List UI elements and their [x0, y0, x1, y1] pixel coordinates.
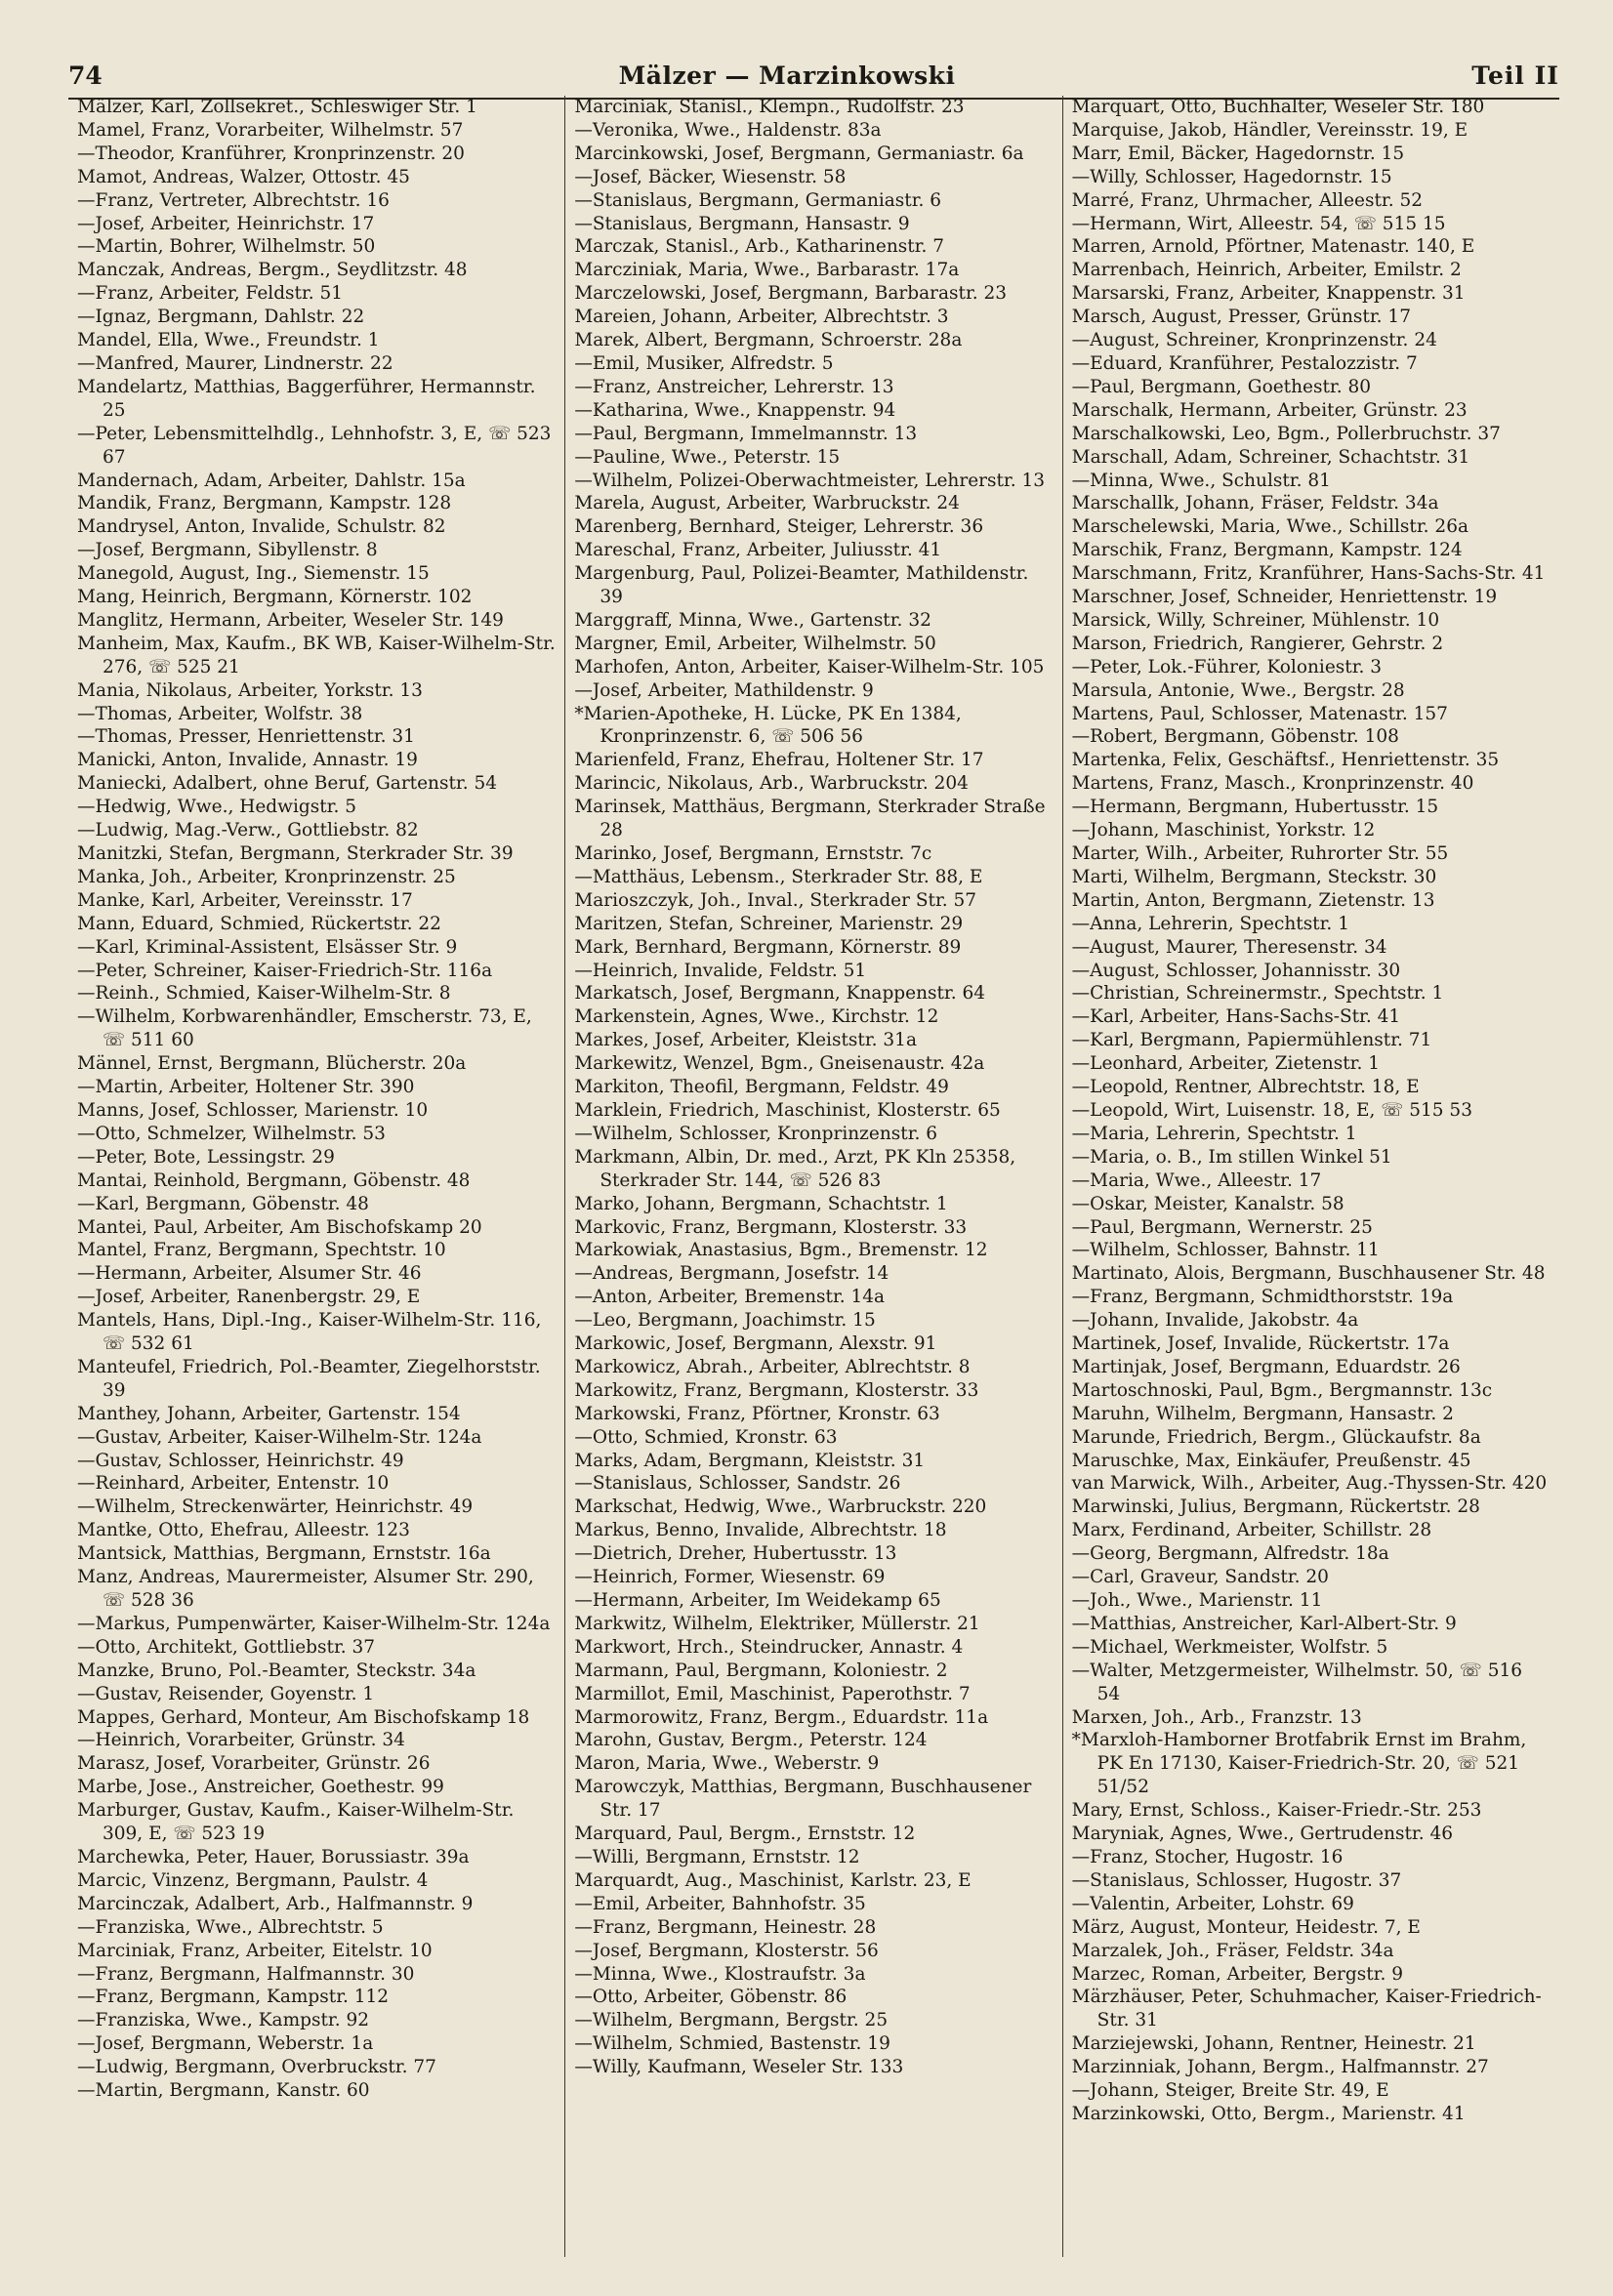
directory-entry: —Karl, Arbeiter, Hans-Sachs-Str. 41: [1071, 1006, 1401, 1028]
directory-entry: Manglitz, Hermann, Arbeiter, Weseler Str. 149: [77, 609, 504, 631]
directory-entry: Martenka, Felix, Geschäftsf., Henriettenstr. 35: [1071, 750, 1500, 771]
directory-entry: —Peter, Bote, Lessingstr. 29: [77, 1146, 335, 1168]
directory-entry: Marbe, Jose., Anstreicher, Goethestr. 99: [77, 1777, 444, 1798]
directory-entry: —Ludwig, Mag.-Verw., Gottliebstr. 82: [77, 820, 419, 841]
directory-entry: —Wilhelm, Korbwarenhändler, Emscherstr. 73, E, ☏ 511 60: [77, 1006, 532, 1051]
directory-entry: —Franziska, Wwe., Albrechtstr. 5: [77, 1916, 384, 1938]
directory-entry: Marioszczyk, Joh., Inval., Sterkrader Str. 57: [574, 889, 977, 911]
directory-entry: —Leo, Bergmann, Joachimstr. 15: [574, 1310, 876, 1332]
directory-entry: Marré, Franz, Uhrmacher, Alleestr. 52: [1071, 189, 1424, 211]
directory-entry: —Josef, Arbeiter, Heinrichstr. 17: [77, 213, 375, 234]
directory-entry: Marquardt, Aug., Maschinist, Karlstr. 23, E: [574, 1869, 972, 1891]
directory-entry: Marzalek, Joh., Fräser, Feldstr. 34a: [1071, 1940, 1394, 1961]
directory-entry: Martinjak, Josef, Bergmann, Eduardstr. 26: [1071, 1356, 1461, 1377]
directory-entry: —Emil, Arbeiter, Bahnhofstr. 35: [574, 1893, 866, 1914]
directory-entry: —Anton, Arbeiter, Bremenstr. 14a: [574, 1287, 886, 1308]
directory-entry: —Wilhelm, Schlosser, Kronprinzenstr. 6: [574, 1123, 938, 1144]
directory-entry: Marmillot, Emil, Maschinist, Paperothstr. 7: [574, 1683, 971, 1704]
directory-entry: Marrenbach, Heinrich, Arbeiter, Emilstr. 2: [1071, 260, 1462, 281]
directory-entry: —Eduard, Kranführer, Pestalozzistr. 7: [1071, 352, 1418, 374]
directory-entry: Marinsek, Matthäus, Bergmann, Sterkrader Straße 28: [574, 797, 1046, 841]
directory-entry: —Franz, Bergmann, Kampstr. 112: [77, 1987, 390, 2008]
directory-entry: Marinko, Josef, Bergmann, Ernststr. 7c: [574, 843, 932, 864]
directory-entry: Markewitz, Wenzel, Bgm., Gneisenaustr. 42a: [574, 1053, 985, 1075]
directory-entry: —Joh., Wwe., Marienstr. 11: [1071, 1590, 1323, 1611]
directory-entry: —Otto, Architekt, Gottliebstr. 37: [77, 1636, 376, 1658]
directory-entry: —Peter, Lok.-Führer, Koloniestr. 3: [1071, 656, 1383, 677]
page-number: 74: [68, 61, 103, 90]
directory-entry: Marter, Wilh., Arbeiter, Ruhrorter Str. 55: [1071, 843, 1449, 864]
directory-entry: —Reinh., Schmied, Kaiser-Wilhelm-Str. 8: [77, 983, 451, 1004]
directory-entry: —Minna, Wwe., Klostraufstr. 3a: [574, 1963, 866, 1985]
directory-entry: Marmorowitz, Franz, Bergm., Eduardstr. 11a: [574, 1706, 989, 1728]
directory-entry: Manke, Karl, Arbeiter, Vereinsstr. 17: [77, 889, 413, 911]
directory-entry: Marwinski, Julius, Bergmann, Rückertstr. 28: [1071, 1496, 1480, 1518]
directory-entry: Manka, Joh., Arbeiter, Kronprinzenstr. 25: [77, 866, 456, 887]
directory-entry: Marschelewski, Maria, Wwe., Schillstr. 26a: [1071, 516, 1469, 538]
running-title: Mälzer — Marzinkowski: [618, 61, 956, 90]
directory-entry: Marsula, Antonie, Wwe., Bergstr. 28: [1071, 679, 1405, 701]
directory-entry: Marschner, Josef, Schneider, Henriettenstr. 19: [1071, 587, 1498, 608]
directory-entry: Markowitz, Franz, Bergmann, Klosterstr. 33: [574, 1379, 979, 1401]
directory-entry: Marcziniak, Maria, Wwe., Barbarastr. 17a: [574, 260, 960, 281]
directory-entry: —Christian, Schreinermstr., Spechtstr. 1: [1071, 983, 1444, 1004]
directory-entry: Markowicz, Abrah., Arbeiter, Ablrechtstr. 8: [574, 1356, 971, 1377]
directory-entry: Mantai, Reinhold, Bergmann, Göbenstr. 48: [77, 1169, 471, 1191]
directory-entry: —Josef, Arbeiter, Mathildenstr. 9: [574, 679, 874, 701]
directory-entry: Manns, Josef, Schlosser, Marienstr. 10: [77, 1099, 429, 1121]
directory-entry: Mandelartz, Matthias, Baggerführer, Hermannstr. 25: [77, 376, 536, 421]
directory-entry: Markenstein, Agnes, Wwe., Kirchstr. 12: [574, 1006, 939, 1028]
directory-entry: Mamel, Franz, Vorarbeiter, Wilhelmstr. 57: [77, 119, 464, 141]
directory-entry: *Marien-Apotheke, H. Lücke, PK En 1384, Kronprinzenstr. 6, ☏ 506 56: [574, 703, 962, 748]
directory-entry: —Robert, Bergmann, Göbenstr. 108: [1071, 726, 1399, 748]
directory-entry: Marson, Friedrich, Rangierer, Gehrstr. 2: [1071, 633, 1444, 654]
directory-entry: —Franz, Bergmann, Heinestr. 28: [574, 1916, 877, 1938]
directory-entry: Mandernach, Adam, Arbeiter, Dahlstr. 15a: [77, 470, 466, 491]
directory-entry: Manczak, Andreas, Bergm., Seydlitzstr. 48: [77, 260, 468, 281]
directory-entry: —Franz, Bergmann, Halfmannstr. 30: [77, 1963, 415, 1985]
directory-entry: —Franz, Bergmann, Schmidthorststr. 19a: [1071, 1287, 1454, 1308]
directory-entry: —Theodor, Kranführer, Kronprinzenstr. 20: [77, 143, 465, 164]
directory-entry: —Franz, Vertreter, Albrechtstr. 16: [77, 189, 390, 211]
directory-entry: Marciniak, Franz, Arbeiter, Eitelstr. 10: [77, 1940, 433, 1961]
directory-entry: Marciniak, Stanisl., Klempn., Rudolfstr. 23: [574, 97, 965, 117]
directory-entry: —Hermann, Bergmann, Hubertusstr. 15: [1071, 797, 1439, 818]
directory-entry: Markus, Benno, Invalide, Albrechtstr. 18: [574, 1520, 947, 1541]
directory-entry: Marx, Ferdinand, Arbeiter, Schillstr. 28: [1071, 1520, 1432, 1541]
directory-entry: —Paul, Bergmann, Wernerstr. 25: [1071, 1216, 1373, 1238]
directory-entry: Marsick, Willy, Schreiner, Mühlenstr. 10: [1071, 609, 1440, 631]
directory-entry: —Otto, Schmelzer, Wilhelmstr. 53: [77, 1123, 386, 1144]
directory-entry: Mantels, Hans, Dipl.-Ing., Kaiser-Wilhelm-Str. 116, ☏ 532 61: [77, 1310, 542, 1355]
directory-entry: Mantei, Paul, Arbeiter, Am Bischofskamp 20: [77, 1216, 482, 1238]
directory-entry: —Heinrich, Former, Wiesenstr. 69: [574, 1567, 886, 1588]
directory-entry: Mandel, Ella, Wwe., Freundstr. 1: [77, 330, 380, 351]
directory-entry: —Otto, Arbeiter, Göbenstr. 86: [574, 1987, 848, 2008]
directory-entry: —Willy, Schlosser, Hagedornstr. 15: [1071, 166, 1392, 187]
directory-entry: Maryniak, Agnes, Wwe., Gertrudenstr. 46: [1071, 1824, 1454, 1845]
directory-entry: Mareien, Johann, Arbeiter, Albrechtstr. 3: [574, 307, 949, 328]
directory-entry: Mary, Ernst, Schloss., Kaiser-Friedr.-Str. 253: [1071, 1800, 1482, 1822]
directory-entry: Marschalkowski, Leo, Bgm., Pollerbruchstr. 37: [1071, 423, 1501, 444]
directory-entry: —Josef, Bergmann, Sibyllenstr. 8: [77, 540, 378, 561]
directory-entry: —Karl, Kriminal-Assistent, Elsässer Str. 9: [77, 936, 458, 958]
directory-entry: Marschall, Adam, Schreiner, Schachtstr. 31: [1071, 446, 1470, 468]
directory-entry: —Ludwig, Bergmann, Overbruckstr. 77: [77, 2057, 436, 2078]
directory-entry: —Maria, Wwe., Alleestr. 17: [1071, 1169, 1322, 1191]
directory-entry: —Andreas, Bergmann, Josefstr. 14: [574, 1263, 889, 1285]
directory-entry: —Martin, Arbeiter, Holtener Str. 390: [77, 1077, 415, 1098]
directory-entry: —Hermann, Arbeiter, Alsumer Str. 46: [77, 1263, 422, 1285]
directory-entry: —August, Schreiner, Kronprinzenstr. 24: [1071, 330, 1437, 351]
directory-entry: —August, Schlosser, Johannisstr. 30: [1071, 960, 1401, 981]
directory-entry: —Wilhelm, Schmied, Bastenstr. 19: [574, 2033, 890, 2055]
directory-entry: —Stanislaus, Bergmann, Hansastr. 9: [574, 213, 910, 234]
directory-entry: —Maria, Lehrerin, Spechtstr. 1: [1071, 1123, 1357, 1144]
directory-entry: —Leonhard, Arbeiter, Zietenstr. 1: [1071, 1053, 1380, 1075]
directory-entry: Martinek, Josef, Invalide, Rückertstr. 17a: [1071, 1333, 1450, 1355]
directory-entry: Margenburg, Paul, Polizei-Beamter, Mathildenstr. 39: [574, 563, 1029, 608]
directory-entry: Markwort, Hrch., Steindrucker, Annastr. 4: [574, 1636, 964, 1658]
directory-entry: Manz, Andreas, Maurermeister, Alsumer Str. 290, ☏ 528 36: [77, 1567, 534, 1611]
directory-entry: —Johann, Steiger, Breite Str. 49, E: [1071, 2080, 1389, 2102]
directory-entry: Marunde, Friedrich, Bergm., Glückaufstr. 8a: [1071, 1426, 1481, 1448]
directory-entry: —Gustav, Reisender, Goyenstr. 1: [77, 1683, 375, 1704]
directory-entry: Marziejewski, Johann, Rentner, Heinestr. 21: [1071, 2033, 1476, 2055]
column-2: [564, 96, 1061, 2257]
directory-entry: —Johann, Invalide, Jakobstr. 4a: [1071, 1310, 1359, 1332]
directory-entry: Märzhäuser, Peter, Schuhmacher, Kaiser-Friedrich-Str. 31: [1071, 1987, 1542, 2031]
column-3: [1062, 96, 1559, 2257]
directory-entry: Marchewka, Peter, Hauer, Borussiastr. 39a: [77, 1846, 470, 1867]
directory-entry: Männel, Ernst, Bergmann, Blücherstr. 20a: [77, 1053, 467, 1075]
directory-entry: Markiton, Theofil, Bergmann, Feldstr. 49: [574, 1077, 949, 1098]
directory-entry: —Maria, o. B., Im stillen Winkel 51: [1071, 1146, 1392, 1168]
directory-entry: Mandrysel, Anton, Invalide, Schulstr. 82: [77, 516, 446, 538]
directory-entry: Mantel, Franz, Bergmann, Spechtstr. 10: [77, 1240, 446, 1261]
directory-entry: —Manfred, Maurer, Lindnerstr. 22: [77, 352, 393, 374]
directory-entry: Manicki, Anton, Invalide, Annastr. 19: [77, 750, 418, 771]
directory-entry: Marti, Wilhelm, Bergmann, Steckstr. 30: [1071, 866, 1437, 887]
directory-entry: —Matthias, Anstreicher, Karl-Albert-Str. 9: [1071, 1613, 1457, 1634]
directory-entry: —Carl, Graveur, Sandstr. 20: [1071, 1567, 1329, 1588]
directory-entry: —Emil, Musiker, Alfredstr. 5: [574, 352, 834, 374]
directory-entry: Marko, Johann, Bergmann, Schachtstr. 1: [574, 1193, 948, 1214]
directory-entry: —Karl, Bergmann, Papiermühlenstr. 71: [1071, 1030, 1432, 1051]
directory-entry: Manheim, Max, Kaufm., BK WB, Kaiser-Wilhelm-Str. 276, ☏ 525 21: [77, 633, 556, 677]
directory-entry: Marhofen, Anton, Arbeiter, Kaiser-Wilhelm-Str. 105: [574, 656, 1045, 677]
directory-entry: Marschik, Franz, Bergmann, Kampstr. 124: [1071, 540, 1463, 561]
directory-entry: Marr, Emil, Bäcker, Hagedornstr. 15: [1071, 143, 1405, 164]
directory-entry: Manegold, August, Ing., Siemenstr. 15: [77, 563, 430, 585]
column-1: [68, 96, 564, 2257]
directory-entry: —Markus, Pumpenwärter, Kaiser-Wilhelm-Str. 124a: [77, 1613, 551, 1634]
directory-entry: —Stanislaus, Bergmann, Germaniastr. 6: [574, 189, 942, 211]
directory-entry: Marsch, August, Presser, Grünstr. 17: [1071, 307, 1411, 328]
directory-entry: Marquise, Jakob, Händler, Vereinsstr. 19, E: [1071, 119, 1468, 141]
directory-entry: Mang, Heinrich, Bergmann, Körnerstr. 102: [77, 587, 473, 608]
directory-entry: —Josef, Arbeiter, Ranenbergstr. 29, E: [77, 1287, 421, 1308]
directory-entry: —Matthäus, Lebensm., Sterkrader Str. 88, E: [574, 866, 983, 887]
directory-entry: Manteufel, Friedrich, Pol.-Beamter, Ziegelhorststr. 39: [77, 1356, 541, 1401]
directory-entry: Marschalk, Hermann, Arbeiter, Grünstr. 23: [1071, 399, 1468, 421]
directory-entry: Marincic, Nikolaus, Arb., Warbruckstr. 204: [574, 773, 969, 795]
directory-entry: —Hermann, Wirt, Alleestr. 54, ☏ 515 15: [1071, 213, 1446, 234]
directory-entry: Markwitz, Wilhelm, Elektriker, Müllerstr. 21: [574, 1613, 980, 1634]
directory-entry: —Valentin, Arbeiter, Lohstr. 69: [1071, 1893, 1354, 1914]
directory-entry: Marschallk, Johann, Fräser, Feldstr. 34a: [1071, 493, 1439, 514]
directory-entry: —Dietrich, Dreher, Hubertusstr. 13: [574, 1543, 897, 1565]
directory-entry: —Gustav, Schlosser, Heinrichstr. 49: [77, 1450, 404, 1471]
directory-entry: —Hermann, Arbeiter, Im Weidekamp 65: [574, 1590, 941, 1611]
directory-entry: —Karl, Bergmann, Göbenstr. 48: [77, 1193, 369, 1214]
directory-entry: —Ignaz, Bergmann, Dahlstr. 22: [77, 307, 365, 328]
directory-entry: —Katharina, Wwe., Knappenstr. 94: [574, 399, 896, 421]
directory-entry: —Michael, Werkmeister, Wolfstr. 5: [1071, 1636, 1388, 1658]
directory-entry: —Otto, Schmied, Kronstr. 63: [574, 1426, 838, 1448]
directory-entry: Mania, Nikolaus, Arbeiter, Yorkstr. 13: [77, 679, 423, 701]
directory-entry: —Peter, Schreiner, Kaiser-Friedrich-Str. 116a: [77, 960, 493, 981]
directory-entry: Maruhn, Wilhelm, Bergmann, Hansastr. 2: [1071, 1403, 1454, 1424]
directory-entry: —Oskar, Meister, Kanalstr. 58: [1071, 1193, 1344, 1214]
directory-entry: Marzec, Roman, Arbeiter, Bergstr. 9: [1071, 1963, 1403, 1985]
directory-entry: Mandik, Franz, Bergmann, Kampstr. 128: [77, 493, 452, 514]
directory-entry: —Anna, Lehrerin, Spechtstr. 1: [1071, 913, 1349, 934]
directory-entry: Marowczyk, Matthias, Bergmann, Buschhausener Str. 17: [574, 1777, 1032, 1822]
directory-entry: Marczelowski, Josef, Bergmann, Barbarastr. 23: [574, 283, 1008, 305]
directory-entry: Markowski, Franz, Pförtner, Kronstr. 63: [574, 1403, 940, 1424]
directory-entry: Marklein, Friedrich, Maschinist, Klosterstr. 65: [574, 1099, 1001, 1121]
directory-entry: Marquard, Paul, Bergm., Ernststr. 12: [574, 1824, 916, 1845]
directory-entry: Mantsick, Matthias, Bergmann, Ernststr. 16a: [77, 1543, 491, 1565]
directory-entry: —Heinrich, Invalide, Feldstr. 51: [574, 960, 867, 981]
directory-entry: —Thomas, Arbeiter, Wolfstr. 38: [77, 703, 363, 724]
directory-entry: Mappes, Gerhard, Monteur, Am Bischofskamp 18: [77, 1706, 530, 1728]
directory-entry: Marburger, Gustav, Kaufm., Kaiser-Wilhelm-Str. 309, E, ☏ 523 19: [77, 1800, 515, 1845]
directory-entry: —Josef, Bäcker, Wiesenstr. 58: [574, 166, 847, 187]
directory-entry: —Gustav, Arbeiter, Kaiser-Wilhelm-Str. 124a: [77, 1426, 482, 1448]
directory-entry: —Peter, Lebensmittelhdlg., Lehnhofstr. 3, E, ☏ 523 67: [77, 423, 552, 468]
directory-entry: —Paul, Bergmann, Immelmannstr. 13: [574, 423, 918, 444]
directory-entry: Maruschke, Max, Einkäufer, Preußenstr. 45: [1071, 1450, 1471, 1471]
directory-entry: —Leopold, Rentner, Albrechtstr. 18, E: [1071, 1077, 1420, 1098]
directory-entry: —Heinrich, Vorarbeiter, Grünstr. 34: [77, 1730, 405, 1751]
part-label: Teil II: [1471, 61, 1559, 90]
directory-entry: —Franziska, Wwe., Kampstr. 92: [77, 2010, 369, 2031]
directory-entry: Marschmann, Fritz, Kranführer, Hans-Sachs-Str. 41: [1071, 563, 1546, 585]
directory-entry: Marek, Albert, Bergmann, Schroerstr. 28a: [574, 330, 963, 351]
directory-entry: —Reinhard, Arbeiter, Entenstr. 10: [77, 1473, 390, 1495]
directory-entry: —Martin, Bergmann, Kanstr. 60: [77, 2080, 370, 2102]
directory-entry: —Leopold, Wirt, Luisenstr. 18, E, ☏ 515 53: [1071, 1099, 1472, 1121]
directory-entry: Mareschal, Franz, Arbeiter, Juliusstr. 41: [574, 540, 942, 561]
directory-entry: Mark, Bernhard, Bergmann, Körnerstr. 89: [574, 936, 962, 958]
directory-entry: Maron, Maria, Wwe., Weberstr. 9: [574, 1753, 880, 1775]
page-header: [68, 53, 1559, 100]
directory-entry: Markowic, Josef, Bergmann, Alexstr. 91: [574, 1333, 937, 1355]
directory-entry: Marcinkowski, Josef, Bergmann, Germaniastr. 6a: [574, 143, 1024, 164]
directory-entry: —Walter, Metzgermeister, Wilhelmstr. 50, ☏ 516 54: [1071, 1660, 1522, 1704]
directory-entry: Mamot, Andreas, Walzer, Ottostr. 45: [77, 166, 410, 187]
directory-entry: —Wilhelm, Polizei-Oberwachtmeister, Lehrerstr. 13: [574, 470, 1046, 491]
directory-entry: Marohn, Gustav, Bergm., Peterstr. 124: [574, 1730, 928, 1751]
directory-entry: *Marxloh-Hamborner Brotfabrik Ernst im Brahm, PK En 17130, Kaiser-Friedrich-Str. 20, ☏ 521 51/52: [1071, 1730, 1527, 1798]
directory-entry: —Josef, Bergmann, Klosterstr. 56: [574, 1940, 879, 1961]
directory-entry: Mann, Eduard, Schmied, Rückertstr. 22: [77, 913, 441, 934]
directory-entry: —Georg, Bergmann, Alfredstr. 18a: [1071, 1543, 1389, 1565]
directory-entry: Marasz, Josef, Vorarbeiter, Grünstr. 26: [77, 1753, 431, 1775]
directory-entry: Marienfeld, Franz, Ehefrau, Holtener Str. 17: [574, 750, 984, 771]
directory-entry: Margner, Emil, Arbeiter, Wilhelmstr. 50: [574, 633, 936, 654]
directory-entry: Marmann, Paul, Bergmann, Koloniestr. 2: [574, 1660, 948, 1681]
directory-entry: Martens, Paul, Schlosser, Matenastr. 157: [1071, 703, 1448, 724]
directory-entry: Marks, Adam, Bergmann, Kleiststr. 31: [574, 1450, 926, 1471]
directory-entry: —Veronika, Wwe., Haldenstr. 83a: [574, 119, 882, 141]
directory-entry: Marcic, Vinzenz, Bergmann, Paulstr. 4: [77, 1869, 429, 1891]
directory-entry: Marxen, Joh., Arb., Franzstr. 13: [1071, 1706, 1362, 1728]
directory-entry: —Hedwig, Wwe., Hedwigstr. 5: [77, 797, 357, 818]
directory-entry: Martinato, Alois, Bergmann, Buschhausener Str. 48: [1071, 1263, 1546, 1285]
directory-entry: —Wilhelm, Schlosser, Bahnstr. 11: [1071, 1240, 1380, 1261]
directory-entry: van Marwick, Wilh., Arbeiter, Aug.-Thyssen-Str. 420: [1071, 1473, 1548, 1495]
directory-entry: Marzinkowski, Otto, Bergm., Marienstr. 41: [1071, 2103, 1466, 2124]
directory-entry: Markowiak, Anastasius, Bgm., Bremenstr. 12: [574, 1240, 988, 1261]
directory-entry: Marggraff, Minna, Wwe., Gartenstr. 32: [574, 609, 931, 631]
directory-entry: —Franz, Arbeiter, Feldstr. 51: [77, 283, 344, 305]
directory-entry: Marenberg, Bernhard, Steiger, Lehrerstr. 36: [574, 516, 984, 538]
directory-entry: Manitzki, Stefan, Bergmann, Sterkrader Str. 39: [77, 843, 514, 864]
directory-entry: —Franz, Anstreicher, Lehrerstr. 13: [574, 376, 894, 397]
directory-entry: —Thomas, Presser, Henriettenstr. 31: [77, 726, 415, 748]
directory-entry: —Paul, Bergmann, Goethestr. 80: [1071, 376, 1371, 397]
directory-columns: [68, 96, 1559, 2257]
directory-entry: Maniecki, Adalbert, ohne Beruf, Gartenstr. 54: [77, 773, 498, 795]
directory-entry: Martoschnoski, Paul, Bgm., Bergmannstr. 13c: [1071, 1379, 1493, 1401]
directory-entry: Markovic, Franz, Bergmann, Klosterstr. 33: [574, 1216, 968, 1238]
directory-entry: Martens, Franz, Masch., Kronprinzenstr. 40: [1071, 773, 1474, 795]
directory-entry: Marela, August, Arbeiter, Warbruckstr. 24: [574, 493, 960, 514]
directory-entry: Marren, Arnold, Pförtner, Matenastr. 140, E: [1071, 236, 1475, 258]
directory-entry: Markschat, Hedwig, Wwe., Warbruckstr. 220: [574, 1496, 987, 1518]
directory-entry: Marcinczak, Adalbert, Arb., Halfmannstr. 9: [77, 1893, 474, 1914]
directory-entry: —Minna, Wwe., Schulstr. 81: [1071, 470, 1331, 491]
directory-entry: —Wilhelm, Bergmann, Bergstr. 25: [574, 2010, 889, 2031]
directory-entry: —Stanislaus, Schlosser, Sandstr. 26: [574, 1473, 901, 1495]
directory-entry: Marczak, Stanisl., Arb., Katharinenstr. 7: [574, 236, 944, 258]
directory-entry: Maritzen, Stefan, Schreiner, Marienstr. 29: [574, 913, 964, 934]
directory-entry: —Willy, Kaufmann, Weseler Str. 133: [574, 2057, 904, 2078]
directory-entry: —Pauline, Wwe., Peterstr. 15: [574, 446, 841, 468]
directory-entry: —Willi, Bergmann, Ernststr. 12: [574, 1846, 860, 1867]
directory-entry: —Wilhelm, Streckenwärter, Heinrichstr. 49: [77, 1496, 474, 1518]
directory-entry: Manzke, Bruno, Pol.-Beamter, Steckstr. 34a: [77, 1660, 476, 1681]
directory-entry: Markatsch, Josef, Bergmann, Knappenstr. 64: [574, 983, 986, 1004]
directory-entry: Mantke, Otto, Ehefrau, Alleestr. 123: [77, 1520, 410, 1541]
directory-entry: —Martin, Bohrer, Wilhelmstr. 50: [77, 236, 376, 258]
directory-entry: Marsarski, Franz, Arbeiter, Knappenstr. 31: [1071, 283, 1466, 305]
directory-entry: Mälzer, Karl, Zollsekret., Schleswiger Str. 1: [77, 97, 477, 117]
directory-entry: —August, Maurer, Theresenstr. 34: [1071, 936, 1387, 958]
directory-entry: —Johann, Maschinist, Yorkstr. 12: [1071, 820, 1376, 841]
directory-entry: Manthey, Johann, Arbeiter, Gartenstr. 154: [77, 1403, 461, 1424]
directory-entry: März, August, Monteur, Heidestr. 7, E: [1071, 1916, 1421, 1938]
directory-entry: —Stanislaus, Schlosser, Hugostr. 37: [1071, 1869, 1402, 1891]
directory-entry: Marquart, Otto, Buchhalter, Weseler Str. 180: [1071, 97, 1485, 117]
directory-entry: Martin, Anton, Bergmann, Zietenstr. 13: [1071, 889, 1435, 911]
directory-entry: —Josef, Bergmann, Weberstr. 1a: [77, 2033, 374, 2055]
directory-entry: Markmann, Albin, Dr. med., Arzt, PK Kln 25358, Sterkrader Str. 144, ☏ 526 83: [574, 1146, 1016, 1191]
directory-entry: Markes, Josef, Arbeiter, Kleiststr. 31a: [574, 1030, 917, 1051]
directory-entry: —Franz, Stocher, Hugostr. 16: [1071, 1846, 1344, 1867]
directory-entry: Marzinniak, Johann, Bergm., Halfmannstr. 27: [1071, 2057, 1489, 2078]
